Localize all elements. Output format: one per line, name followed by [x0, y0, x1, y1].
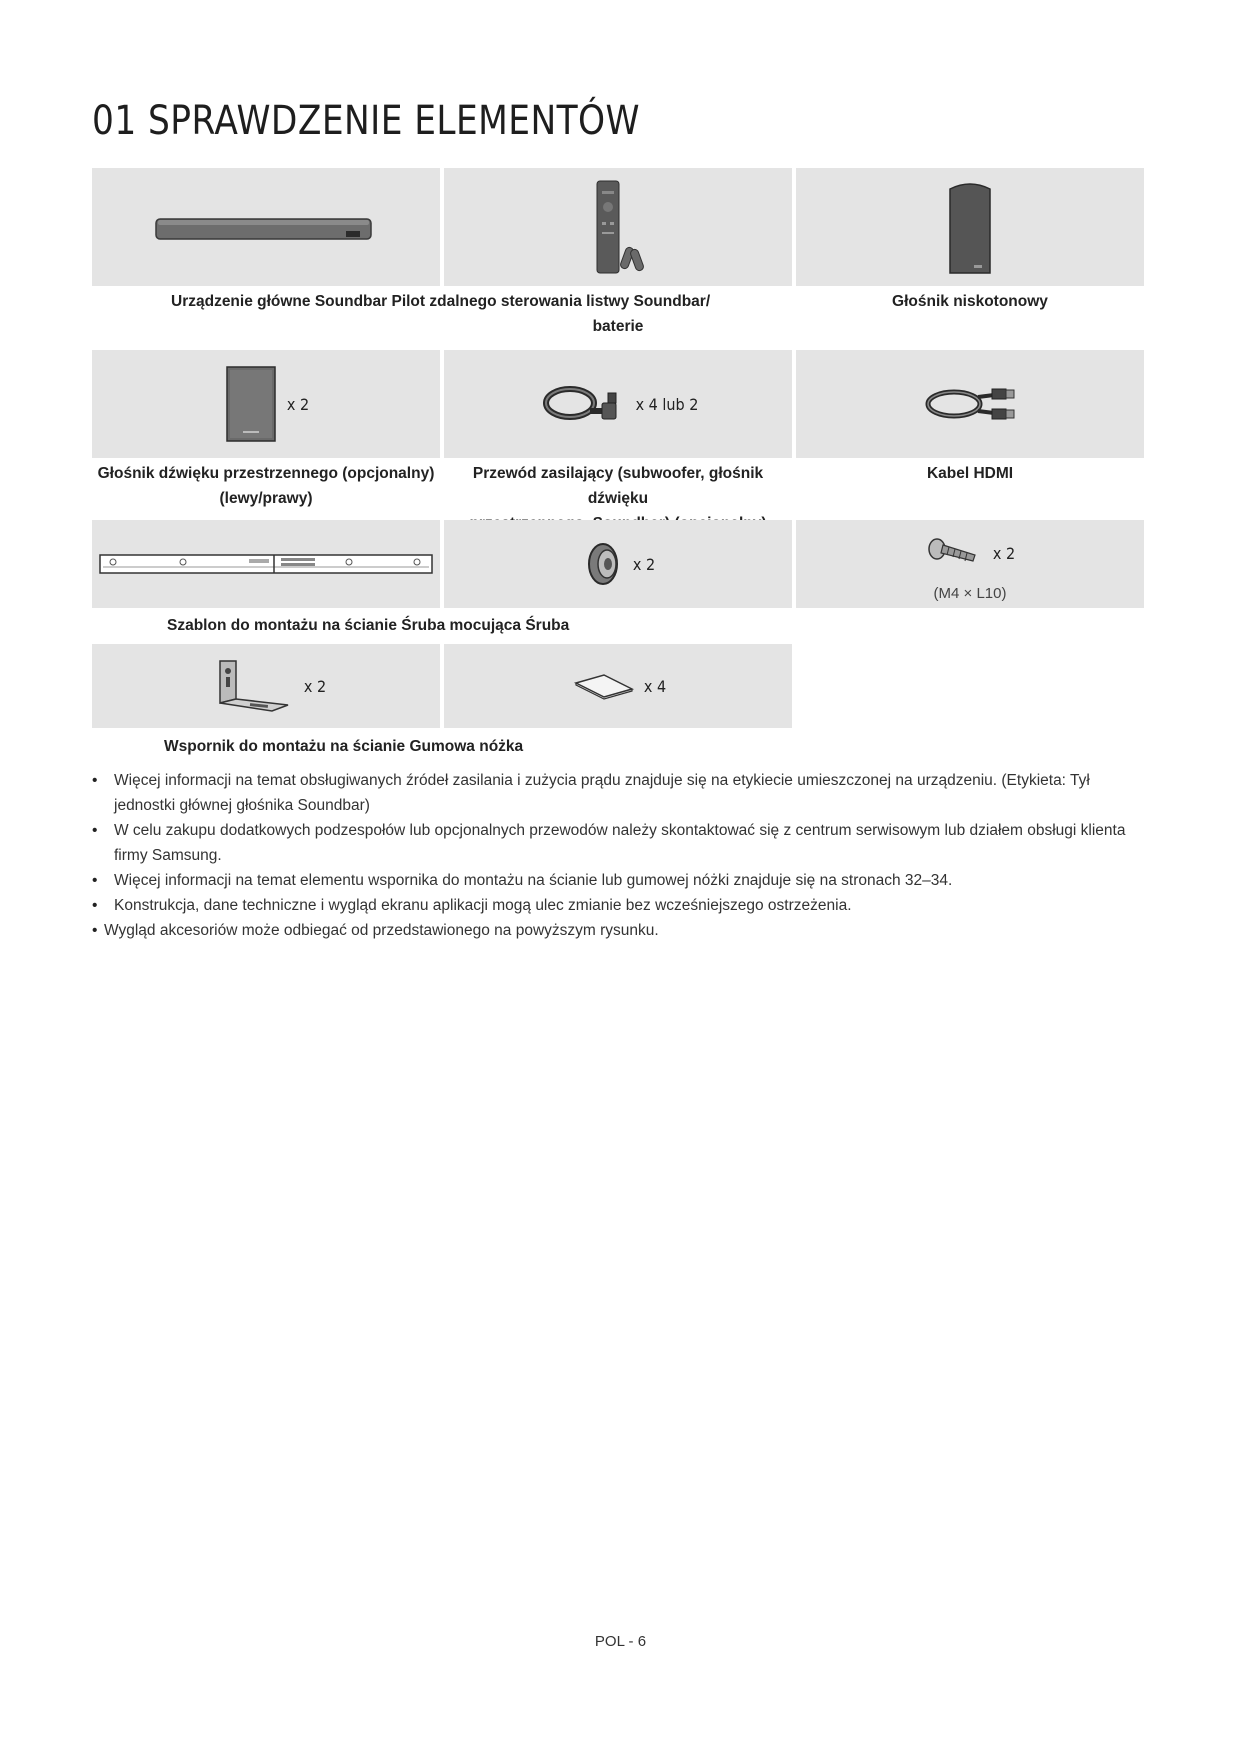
holder-screw-label: Śruba mocująca	[401, 617, 522, 634]
wall-bracket-illustration	[206, 655, 296, 717]
note-item: • Więcej informacji na temat obsługiwanych źródeł zasilania i zużycia prądu znajduje się na etykiecie umieszczonej na urządzeniu. (Etykieta: Tył jednostki głównej głośnika Soundbar)	[92, 768, 1144, 818]
soundbar-caption	[171, 289, 710, 314]
surround-caption-line1: Głośnik dźwięku przestrzennego (opcjonalny)	[97, 465, 435, 482]
remote-control-illustration	[583, 177, 653, 277]
page-title: 01 SPRAWDZENIE ELEMENTÓW	[92, 98, 641, 144]
surround-caption	[92, 461, 440, 511]
wall-template-label: Szablon do montażu na ścianie	[167, 617, 397, 634]
components-grid	[92, 168, 1144, 762]
hdmi-cable-illustration	[920, 379, 1020, 429]
soundbar-label: Urządzenie główne Soundbar	[171, 293, 388, 310]
screw-illustration	[925, 535, 985, 571]
page-number: POL - 6	[594, 1633, 647, 1650]
surround-caption-line2: (lewy/prawy)	[219, 490, 313, 507]
note-item: • W celu zakupu dodatkowych podzespołów lub opcjonalnych przewodów należy skontaktować się z centrum serwisowym lub działem obsługi klienta firmy Samsung.	[92, 818, 1144, 868]
surround-speaker-illustration	[223, 363, 279, 445]
wall-template-illustration	[99, 552, 433, 576]
soundbar-image-cell	[92, 168, 440, 286]
power-cord-quantity: x 4 lub 2	[635, 394, 699, 414]
bracket-image-cell	[92, 644, 440, 728]
rubber-foot-illustration	[570, 671, 636, 701]
subwoofer-caption: Głośnik niskotonowy	[892, 293, 1048, 310]
hdmi-image-cell	[796, 350, 1144, 458]
surround-quantity: x 2	[286, 394, 310, 414]
note-item: • Więcej informacji na temat elementu wspornika do montażu na ścianie lub gumowej nóżki znajduje się na stronach 32–34.	[92, 868, 1144, 893]
rubber-foot-quantity: x 4	[643, 676, 667, 696]
power-caption-line1: Przewód zasilający (subwoofer, głośnik dźwięku	[472, 465, 764, 507]
remote-label: Pilot zdalnego sterowania listwy Soundbar/	[391, 293, 711, 310]
remote-image-cell	[444, 168, 792, 286]
soundbar-illustration	[146, 207, 386, 247]
power-cord-image-cell	[444, 350, 792, 458]
screw-label: Śruba	[525, 617, 570, 634]
subwoofer-image-cell	[796, 168, 1144, 286]
note-item: • Wygląd akcesoriów może odbiegać od przedstawionego na powyższym rysunku.	[92, 918, 1144, 943]
rubber-foot-label: Gumowa nóżka	[409, 738, 524, 755]
screw-figure	[925, 535, 1015, 571]
holder-screw-illustration	[581, 539, 625, 589]
wall-template-caption	[167, 613, 569, 638]
screw-spec: (M4 × L10)	[933, 585, 1007, 602]
caption-row-3	[92, 608, 1144, 644]
subwoofer-illustration	[940, 177, 1000, 277]
power-cord-illustration	[538, 379, 628, 429]
remote-caption-line2: baterie	[592, 318, 644, 335]
bracket-label: Wspornik do montażu na ścianie	[164, 738, 406, 755]
empty-cell	[796, 644, 1144, 728]
wall-template-image-cell	[92, 520, 440, 608]
hdmi-caption: Kabel HDMI	[926, 465, 1014, 482]
screw-quantity: x 2	[992, 543, 1016, 563]
bracket-caption	[164, 734, 523, 759]
screw-image-cell	[796, 520, 1144, 608]
holder-screw-image-cell	[444, 520, 792, 608]
notes-list	[92, 768, 1144, 943]
rubber-foot-image-cell	[444, 644, 792, 728]
note-item: • Konstrukcja, dane techniczne i wygląd ekranu aplikacji mogą ulec zmianie bez wcześniejszego ostrzeżenia.	[92, 893, 1144, 918]
holder-screw-quantity: x 2	[632, 554, 656, 574]
caption-row-1	[92, 286, 1144, 350]
caption-row-4	[92, 728, 1144, 762]
caption-row-2	[92, 458, 1144, 520]
bracket-quantity: x 2	[303, 676, 327, 696]
surround-image-cell	[92, 350, 440, 458]
